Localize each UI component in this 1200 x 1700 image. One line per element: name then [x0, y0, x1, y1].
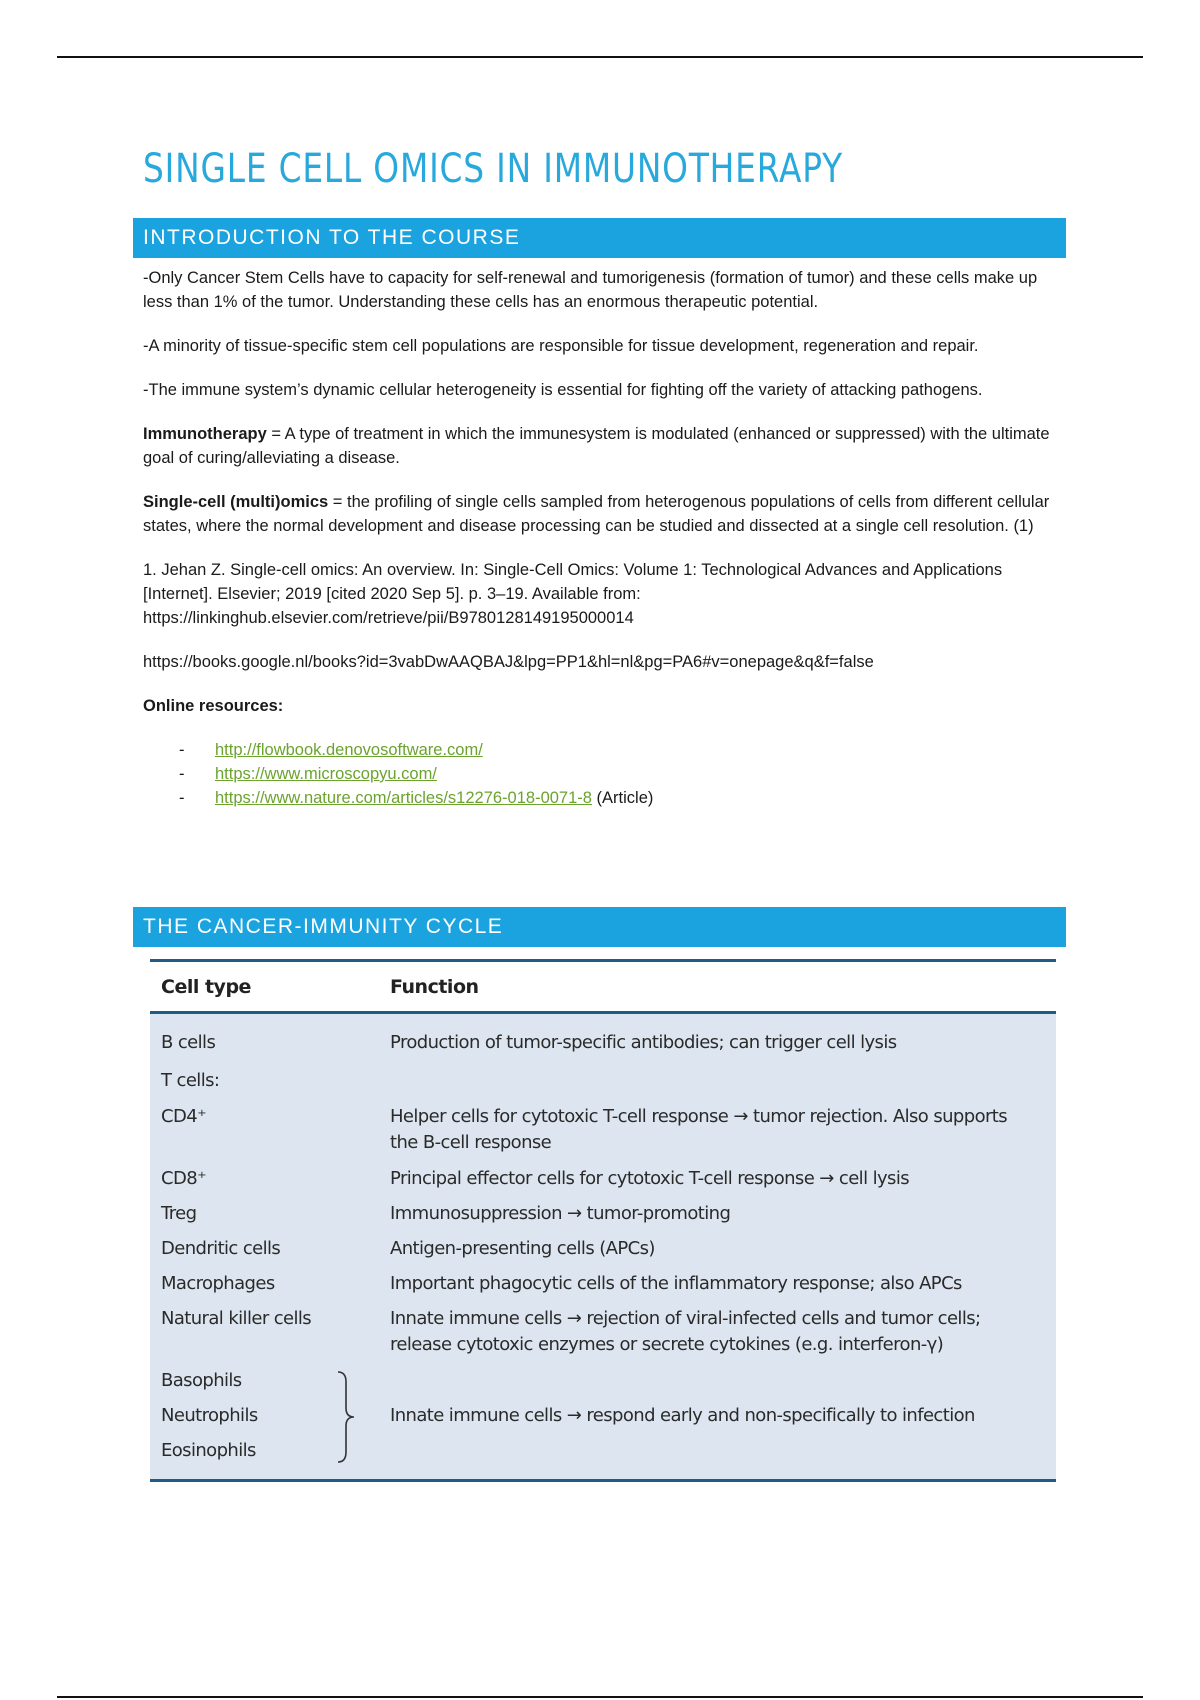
table-cell-type: B cells: [161, 1032, 216, 1053]
resource-link-flowbook[interactable]: http://flowbook.denovosoftware.com/: [215, 741, 483, 759]
table-cell-type-grouped: Basophils: [161, 1370, 242, 1391]
table-cell-type: Macrophages: [161, 1273, 275, 1294]
definition-single-cell-omics: [143, 490, 1063, 538]
term-immunotherapy: Immunotherapy: [143, 425, 267, 443]
section-heading-cancer-immunity-cycle: THE CANCER-IMMUNITY CYCLE: [133, 907, 1066, 947]
intro-paragraph-tissue-stem-cells: -A minority of tissue-specific stem cell populations are responsible for tissue development, regeneration and repair.: [143, 337, 979, 355]
table-cell-type: CD4⁺: [161, 1106, 206, 1127]
resources-list: [143, 738, 1063, 810]
table-cell-function: Immunosuppression → tumor-promoting: [390, 1203, 731, 1224]
table-bottom-rule: [150, 1479, 1056, 1482]
table-cell-type-grouped: Neutrophils: [161, 1405, 258, 1426]
table-cell-type: Treg: [161, 1203, 197, 1224]
section-heading-introduction: INTRODUCTION TO THE COURSE: [133, 218, 1066, 258]
bottom-rule: [57, 1696, 1143, 1698]
intro-paragraph-cancer-stem-cells: -Only Cancer Stem Cells have to capacity for self-renewal and tumorigenesis (formation of tumor) and these cells make up less than 1% of the tumor. Understanding these cells has an enormous therapeutic potential.: [143, 269, 1038, 311]
books-url: https://books.google.nl/books?id=3vabDwAAQBAJ&lpg=PP1&hl=nl&pg=PA6#v=onepage&q&f=false: [143, 653, 874, 671]
table-cell-type-grouped: Eosinophils: [161, 1440, 256, 1461]
table-cell-function: Important phagocytic cells of the inflammatory response; also APCs: [390, 1273, 962, 1294]
bullet-dash: -: [179, 741, 185, 759]
intro-paragraph-immune-heterogeneity: -The immune system’s dynamic cellular heterogeneity is essential for fighting off the variety of attacking pathogens.: [143, 381, 983, 399]
table-cell-function: Antigen-presenting cells (APCs): [390, 1238, 655, 1259]
table-header: [150, 962, 1056, 1011]
bullet-dash: -: [179, 765, 185, 783]
resource-suffix-article: (Article): [591, 789, 654, 807]
resource-item: [179, 786, 1063, 810]
page-title: SINGLE CELL OMICS IN IMMUNOTHERAPY: [143, 146, 843, 192]
curly-brace-icon: [334, 1370, 358, 1464]
definition-immunotherapy: [143, 422, 1063, 470]
table-cell-function: Principal effector cells for cytotoxic T-cell response → cell lysis: [390, 1168, 910, 1189]
definition-single-cell-text: = the profiling of single cells sampled from heterogenous populations of cells from different cellular states, where the normal development and disease processing can be studied and dissected at a single cell resolution. (1): [143, 493, 1050, 535]
intro-content: [143, 266, 1063, 810]
resource-item: [179, 762, 1063, 786]
table-cell-type: Dendritic cells: [161, 1238, 281, 1259]
table-cell-function: Innate immune cells → rejection of viral-infected cells and tumor cells; release cytotoxic enzymes or secrete cytokines (e.g. interferon-γ): [390, 1308, 981, 1355]
table-cell-type: T cells:: [161, 1070, 220, 1091]
resource-link-nature-article[interactable]: https://www.nature.com/articles/s12276-018-0071-8: [215, 789, 592, 807]
table-cell-function-grouped: Innate immune cells → respond early and non-specifically to infection: [390, 1405, 975, 1426]
table-header-cell-type: Cell type: [161, 976, 251, 998]
table-cell-function: Helper cells for cytotoxic T-cell response → tumor rejection. Also supports the B-cell response: [390, 1106, 1008, 1153]
reference-citation: 1. Jehan Z. Single-cell omics: An overview. In: Single-Cell Omics: Volume 1: Technological Advances and Applications [Internet]. Elsevier; 2019 [cited 2020 Sep 5]. p. 3–19. Available from: https://linkinghub.elsevier.com/retrieve/pii/B9780128149195000014: [143, 561, 1003, 627]
resource-item: [179, 738, 1063, 762]
resources-heading-text: Online resources:: [143, 697, 284, 715]
table-cell-type: CD8⁺: [161, 1168, 206, 1189]
table-header-function: Function: [390, 976, 479, 998]
resource-link-microscopyu[interactable]: https://www.microscopyu.com/: [215, 765, 437, 783]
resources-heading: [143, 694, 1063, 718]
bullet-dash: -: [179, 789, 185, 807]
definition-immunotherapy-text: = A type of treatment in which the immunesystem is modulated (enhanced or suppressed) with the ultimate goal of curing/alleviating a disease.: [143, 425, 1050, 467]
term-single-cell-omics: Single-cell (multi)omics: [143, 493, 329, 511]
table-cell-type: Natural killer cells: [161, 1308, 312, 1329]
table-cell-function: Production of tumor-specific antibodies; can trigger cell lysis: [390, 1032, 897, 1053]
top-rule: [57, 56, 1143, 58]
